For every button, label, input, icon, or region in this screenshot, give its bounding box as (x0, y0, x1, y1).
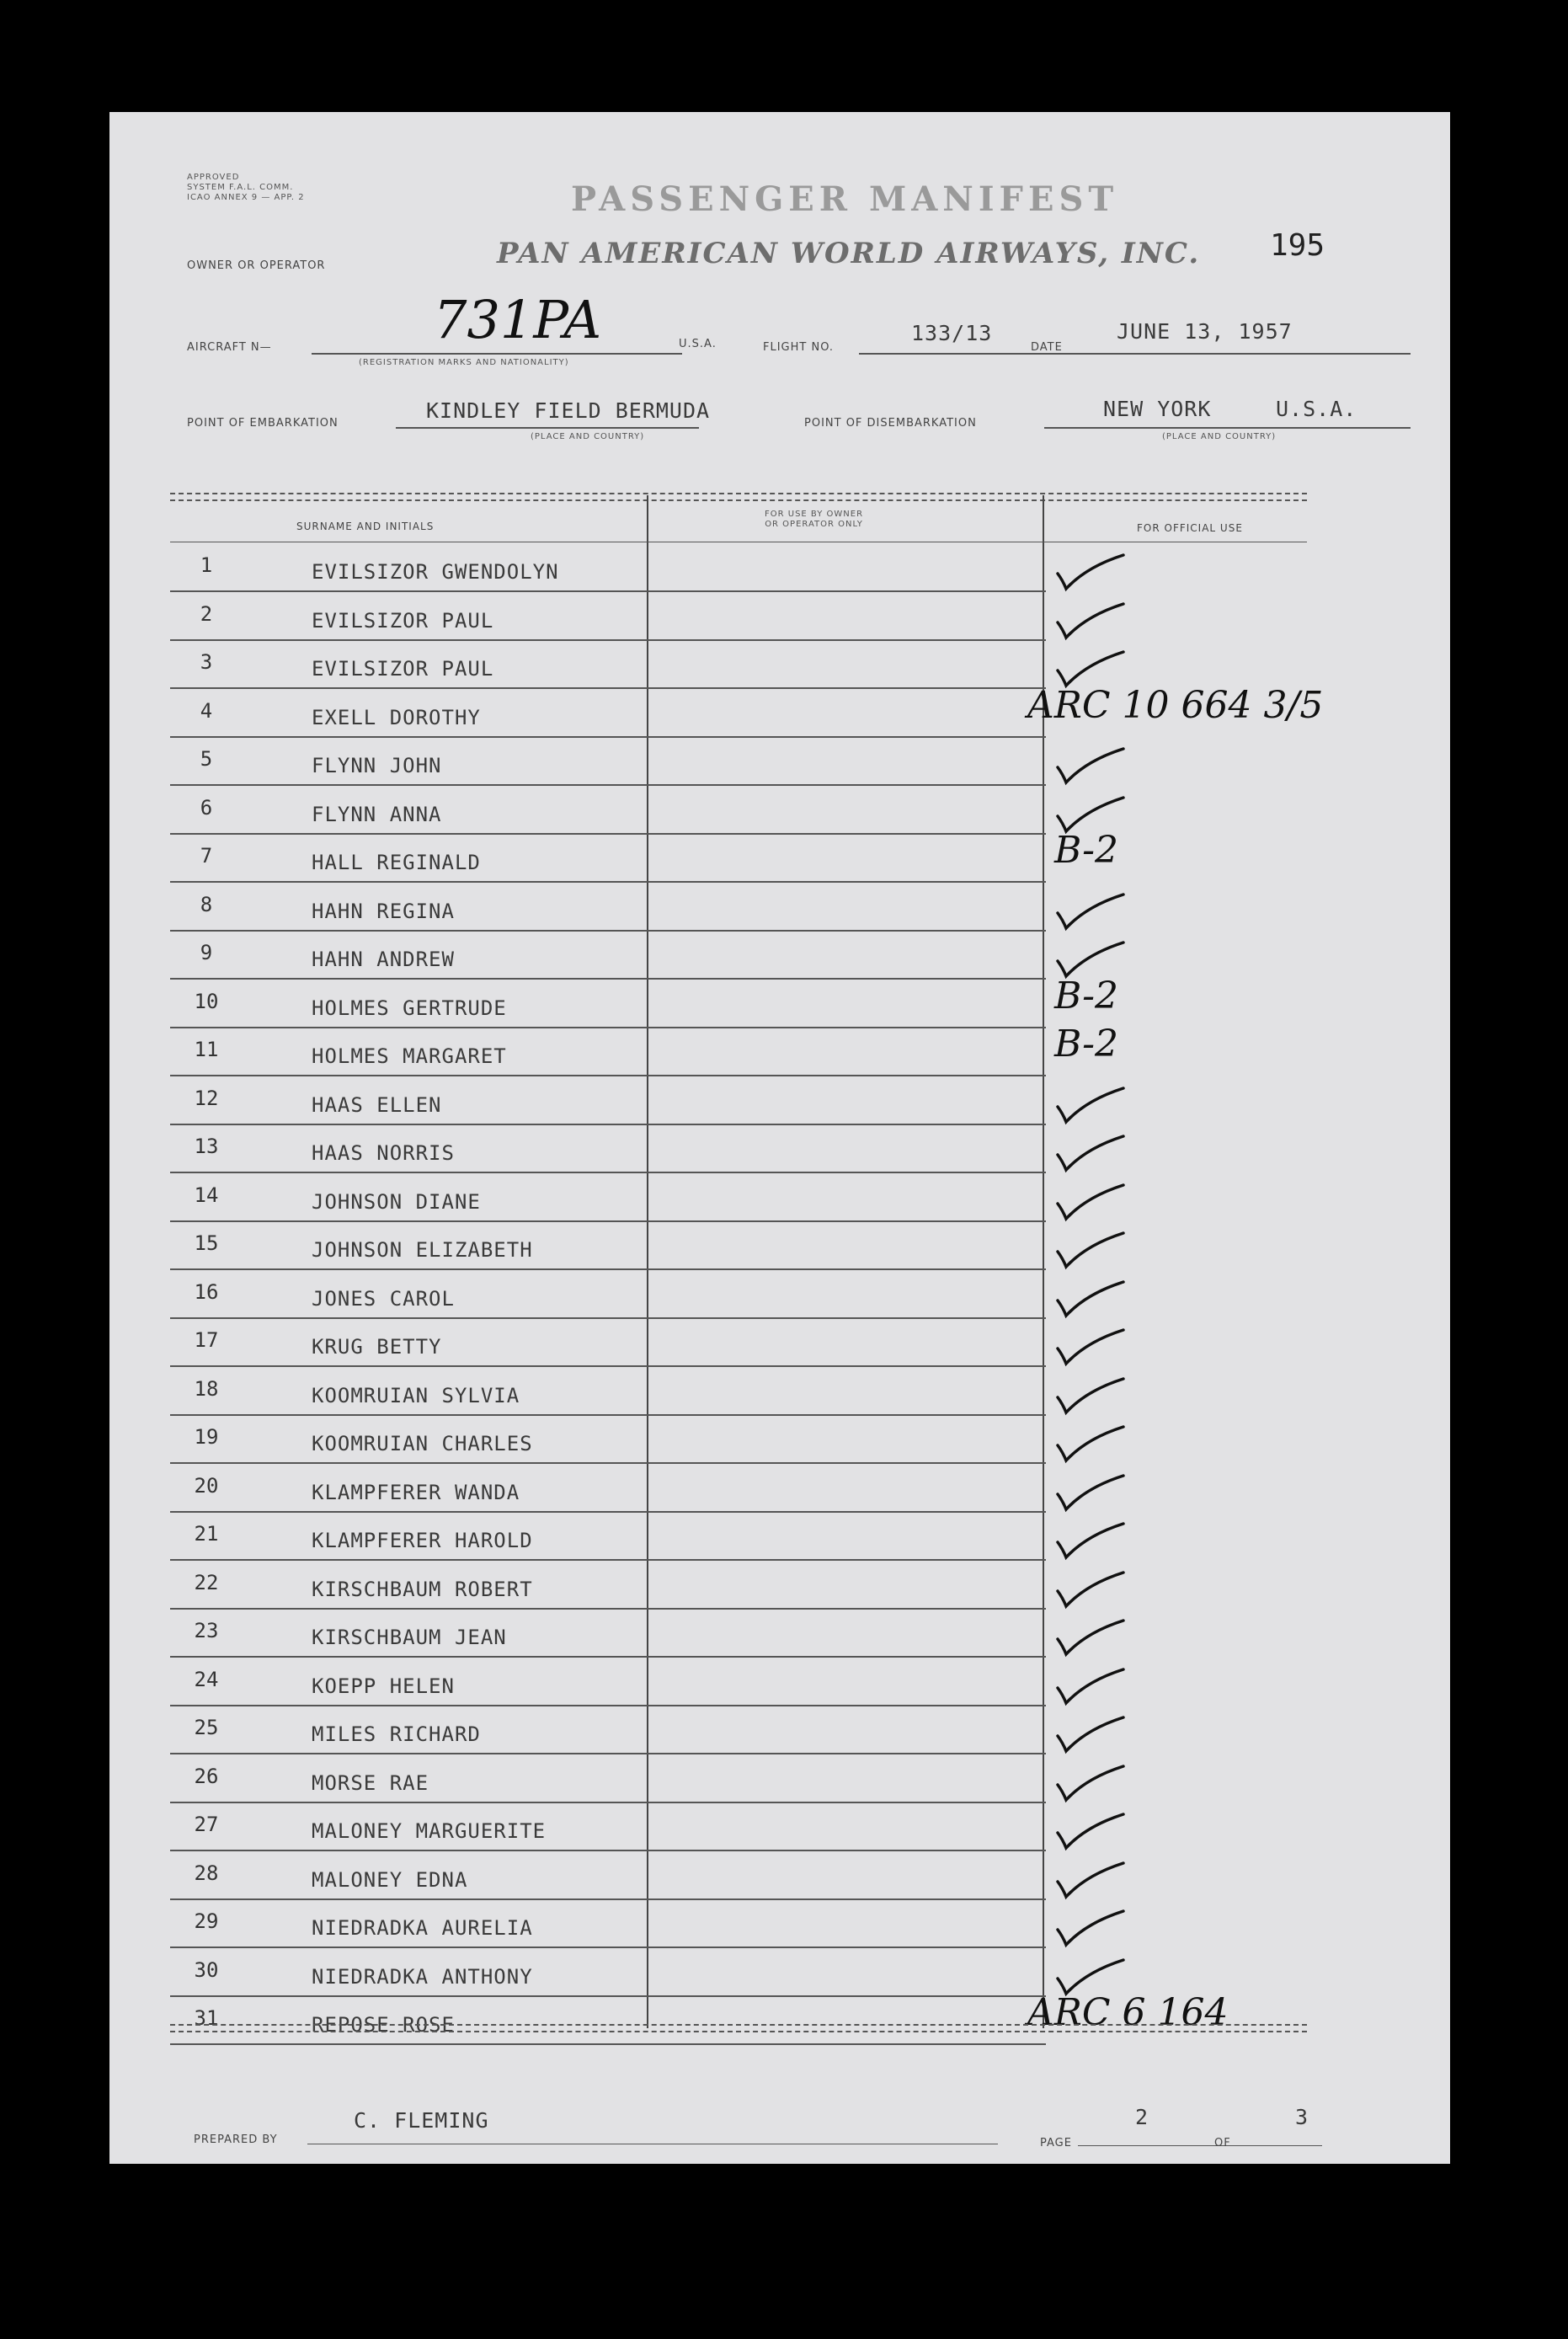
passenger-name: HOLMES GERTRUDE (312, 996, 507, 1020)
official-mark (1027, 684, 1323, 727)
official-mark (1053, 1423, 1128, 1467)
checkmark-icon (1053, 1085, 1128, 1125)
row-number: 27 (194, 1813, 219, 1836)
passenger-name: HALL REGINALD (312, 851, 481, 874)
row-rule (170, 833, 1046, 835)
row-number: 18 (194, 1376, 219, 1401)
row-rule (170, 1124, 1046, 1125)
official-mark (1053, 1327, 1128, 1370)
passenger-name: KOOMRUIAN CHARLES (312, 1432, 533, 1455)
row-rule (170, 930, 1046, 932)
row-rule (170, 590, 1046, 592)
row-number: 1 (200, 553, 213, 577)
checkmark-icon (1053, 1327, 1128, 1367)
row-rule (170, 1705, 1046, 1706)
column-header-surname: SURNAME AND INITIALS (296, 521, 435, 532)
checkmark-icon (1053, 1279, 1128, 1319)
passenger-name: JONES CAROL (312, 1286, 455, 1311)
passenger-name: HAHN ANDREW (312, 948, 455, 971)
row-rule (170, 1172, 1046, 1173)
embark-place-caption: (PLACE AND COUNTRY) (531, 432, 645, 441)
checkmark-icon (1053, 601, 1128, 641)
row-number: 21 (194, 1522, 219, 1546)
passenger-name: EVILSIZOR PAUL (312, 657, 494, 681)
row-number: 22 (194, 1570, 219, 1594)
official-mark (1053, 1472, 1128, 1516)
aircraft-number: 731PA (434, 289, 602, 350)
row-number: 19 (194, 1425, 219, 1449)
column-divider-1 (647, 495, 648, 2028)
passenger-name: MORSE RAE (312, 1770, 429, 1795)
date-underline (1074, 353, 1411, 355)
checkmark-icon (1053, 1617, 1128, 1658)
official-mark (1053, 1182, 1128, 1226)
row-number: 14 (194, 1183, 219, 1207)
official-mark (1053, 1375, 1128, 1419)
checkmark-icon (1053, 1133, 1128, 1173)
row-number: 20 (194, 1473, 219, 1498)
row-number: 12 (194, 1086, 219, 1110)
passenger-name: MALONEY EDNA (312, 1867, 468, 1892)
flight-number: 133/13 (911, 321, 993, 345)
official-mark (1053, 1811, 1128, 1855)
official-mark (1053, 1085, 1128, 1129)
row-number: 26 (194, 1764, 219, 1788)
handwritten-note: B-2 (1054, 974, 1119, 1017)
official-mark (1054, 829, 1118, 872)
row-number: 23 (194, 1619, 219, 1642)
row-rule (170, 1075, 1046, 1076)
row-number: 8 (200, 892, 213, 916)
row-number: 24 (194, 1667, 219, 1691)
row-rule (170, 639, 1046, 641)
embarkation-place: KINDLEY FIELD BERMUDA (426, 398, 711, 423)
passenger-name: FLYNN ANNA (312, 802, 442, 826)
row-number: 7 (200, 844, 213, 868)
row-rule (170, 978, 1046, 980)
row-rule (170, 1608, 1046, 1610)
row-rule (170, 1317, 1046, 1319)
passenger-name: FLYNN JOHN (312, 754, 442, 777)
flight-date: JUNE 13, 1957 (1117, 319, 1293, 344)
row-rule (170, 1753, 1046, 1754)
disembarkation-underline (1044, 427, 1411, 429)
total-pages: 3 (1295, 2105, 1309, 2129)
row-number: 2 (200, 601, 213, 626)
official-mark (1053, 601, 1128, 644)
page-stamp-number: 195 (1270, 228, 1325, 263)
row-rule (170, 1220, 1046, 1222)
official-mark (1027, 1991, 1229, 2034)
page-label: PAGE (1040, 2137, 1072, 2149)
table-top-rule-2 (170, 499, 1307, 501)
row-rule (170, 2043, 1046, 2045)
passenger-name: EVILSIZOR PAUL (312, 608, 494, 633)
official-mark (1053, 1279, 1128, 1322)
checkmark-icon (1053, 891, 1128, 932)
row-number: 3 (200, 650, 213, 674)
page-number: 2 (1135, 2105, 1149, 2129)
official-mark (1053, 1230, 1128, 1274)
handwritten-note: ARC 6 164 (1027, 1991, 1229, 2034)
row-number: 5 (200, 747, 213, 771)
checkmark-icon (1053, 1908, 1128, 1948)
approval-line-1: APPROVED (187, 173, 240, 182)
of-label: OF (1214, 2137, 1231, 2149)
disembarkation-city: NEW YORK (1103, 397, 1212, 421)
aircraft-underline (312, 353, 682, 355)
passenger-name: EXELL DOROTHY (312, 705, 481, 729)
row-number: 10 (194, 989, 219, 1013)
official-mark (1053, 1666, 1128, 1710)
form-title: PASSENGER MANIFEST (571, 179, 1119, 219)
official-mark (1054, 975, 1118, 1017)
row-rule (170, 1268, 1046, 1270)
checkmark-icon (1053, 1472, 1128, 1513)
official-mark (1053, 552, 1128, 595)
official-mark (1053, 1520, 1128, 1564)
checkmark-icon (1053, 1666, 1128, 1706)
official-mark (1053, 891, 1128, 935)
row-number: 31 (194, 2006, 219, 2030)
passenger-name: HAAS NORRIS (312, 1141, 455, 1165)
passenger-name: KRUG BETTY (312, 1335, 442, 1359)
handwritten-note: ARC 10 664 3/5 (1027, 683, 1324, 727)
approval-stamp (187, 173, 305, 203)
row-number: 6 (200, 795, 213, 820)
row-number: 4 (200, 698, 213, 723)
checkmark-icon (1053, 1423, 1128, 1464)
owner-use-line-1: FOR USE BY OWNER (765, 510, 864, 519)
row-number: 15 (194, 1231, 219, 1255)
row-rule (170, 1511, 1046, 1513)
owner-label: OWNER OR OPERATOR (187, 259, 326, 272)
row-number: 30 (194, 1957, 219, 1982)
official-mark (1053, 1860, 1128, 1904)
passenger-name: KOEPP HELEN (312, 1674, 455, 1698)
checkmark-icon (1053, 1569, 1128, 1610)
usa-label: U.S.A. (679, 338, 717, 350)
row-number: 16 (194, 1279, 219, 1304)
checkmark-icon (1053, 1811, 1128, 1851)
owner-use-line-2: OR OPERATOR ONLY (765, 520, 863, 529)
row-rule (170, 1995, 1046, 1997)
row-number: 25 (194, 1716, 219, 1739)
passenger-name: MILES RICHARD (312, 1722, 481, 1746)
row-rule (170, 1802, 1046, 1803)
checkmark-icon (1053, 1182, 1128, 1222)
handwritten-note: B-2 (1054, 829, 1119, 872)
date-label: DATE (1031, 341, 1063, 354)
approval-line-2: SYSTEM F.A.L. COMM. (187, 183, 294, 192)
official-mark (1053, 1569, 1128, 1613)
table-bottom-rule (170, 2024, 1307, 2026)
passenger-name: NIEDRADKA ANTHONY (312, 1964, 533, 1989)
passenger-name: KOOMRUIAN SYLVIA (312, 1383, 520, 1407)
official-mark (1053, 1763, 1128, 1807)
page-underline (1078, 2145, 1322, 2146)
approval-line-3: ICAO ANNEX 9 — APP. 2 (187, 193, 305, 202)
column-header-owner-use (765, 510, 863, 530)
row-rule (170, 1850, 1046, 1851)
row-rule (170, 1559, 1046, 1561)
disembarkation-country: U.S.A. (1276, 397, 1357, 421)
checkmark-icon (1053, 552, 1128, 592)
row-rule (170, 1365, 1046, 1367)
official-mark (1053, 1617, 1128, 1661)
handwritten-note: B-2 (1054, 1023, 1119, 1065)
row-rule (170, 1414, 1046, 1416)
row-rule (170, 1462, 1046, 1464)
checkmark-icon (1053, 1763, 1128, 1803)
table-bottom-rule-2 (170, 2031, 1307, 2032)
row-number: 17 (194, 1328, 219, 1352)
table-top-rule (170, 493, 1307, 494)
row-rule (170, 881, 1046, 883)
row-number: 11 (194, 1038, 219, 1061)
row-rule (170, 1027, 1046, 1028)
airline-name: PAN AMERICAN WORLD AIRWAYS, INC. (497, 237, 1201, 270)
passenger-name: JOHNSON ELIZABETH (312, 1238, 533, 1262)
passenger-name: EVILSIZOR GWENDOLYN (312, 560, 559, 584)
row-rule (170, 1656, 1046, 1658)
official-mark (1054, 1023, 1118, 1065)
row-number: 29 (194, 1909, 219, 1933)
passenger-name: NIEDRADKA AURELIA (312, 1916, 533, 1940)
official-mark (1053, 1133, 1128, 1177)
prepared-by-label: PREPARED BY (194, 2133, 278, 2146)
prepared-by-name: C. FLEMING (354, 2108, 489, 2133)
row-rule (170, 736, 1046, 738)
row-rule (170, 687, 1046, 689)
passenger-name: HAAS ELLEN (312, 1092, 442, 1117)
manifest-sheet (109, 112, 1450, 2164)
passenger-name: REPOSE ROSE (312, 2013, 455, 2037)
official-mark (1053, 1908, 1128, 1952)
row-number: 13 (194, 1135, 219, 1158)
passenger-name: KIRSCHBAUM JEAN (312, 1626, 507, 1649)
passenger-name: HOLMES MARGARET (312, 1044, 507, 1068)
checkmark-icon (1053, 1520, 1128, 1561)
column-header-official: FOR OFFICIAL USE (1137, 522, 1243, 534)
row-number: 9 (200, 941, 213, 964)
row-rule (170, 1946, 1046, 1948)
disembark-place-caption: (PLACE AND COUNTRY) (1162, 432, 1277, 441)
row-number: 28 (194, 1861, 219, 1885)
passenger-name: HAHN REGINA (312, 899, 455, 923)
aircraft-label: AIRCRAFT N— (187, 341, 272, 354)
checkmark-icon (1053, 1375, 1128, 1416)
checkmark-icon (1053, 1714, 1128, 1754)
registration-caption: (REGISTRATION MARKS AND NATIONALITY) (359, 358, 569, 367)
checkmark-icon (1053, 745, 1128, 786)
row-rule (170, 1898, 1046, 1900)
passenger-name: KLAMPFERER WANDA (312, 1480, 520, 1504)
row-rule (170, 784, 1046, 786)
disembarkation-label: POINT OF DISEMBARKATION (804, 417, 977, 430)
official-mark (1053, 1714, 1128, 1758)
passenger-name: JOHNSON DIANE (312, 1189, 481, 1214)
embarkation-underline (396, 427, 699, 429)
flight-label: FLIGHT NO. (763, 341, 835, 354)
official-mark (1053, 745, 1128, 789)
passenger-name: MALONEY MARGUERITE (312, 1819, 547, 1843)
passenger-name: KLAMPFERER HAROLD (312, 1529, 533, 1552)
passenger-name: KIRSCHBAUM ROBERT (312, 1577, 533, 1601)
embarkation-label: POINT OF EMBARKATION (187, 417, 339, 430)
checkmark-icon (1053, 1230, 1128, 1270)
checkmark-icon (1053, 1860, 1128, 1900)
